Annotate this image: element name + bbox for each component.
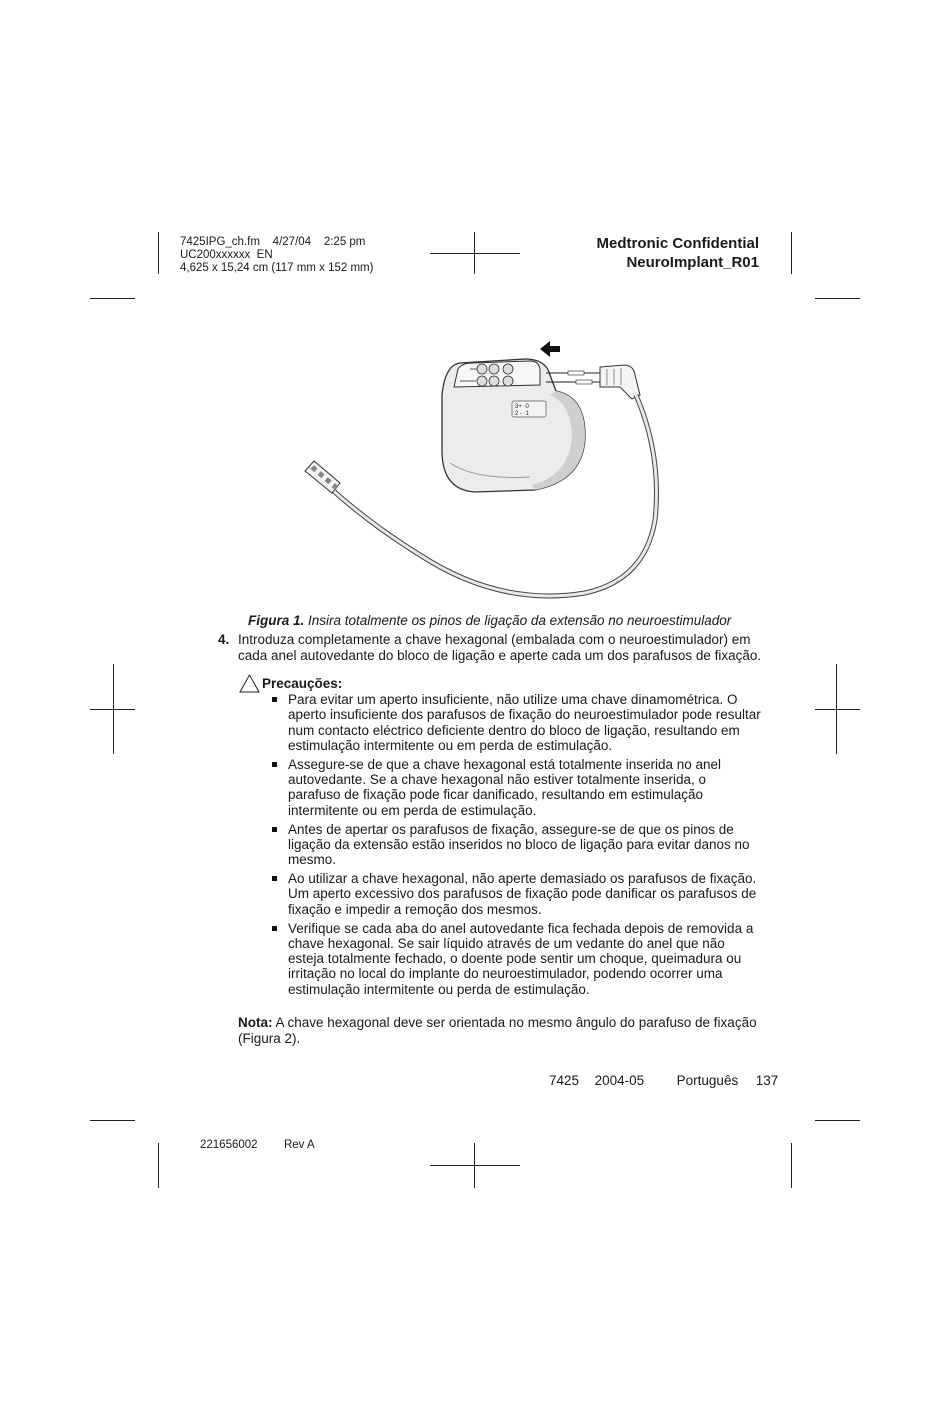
bullet-icon [272,762,277,767]
instruction-step [218,632,763,663]
crop-mark [90,1120,135,1121]
precaution-text: Para evitar um aperto insuficiente, não utilize uma chave dinamométrica. O aperto insuficiente dos parafusos de fixação do neuroestimulador pode resultar num contacto eléctrico deficiente dentro do bloco de ligação, resultando em estimulação intermitente ou em perda de estimulação. [288,692,761,753]
figure-caption-label: Figura 1. [248,613,305,628]
precautions-label: Precauções: [262,676,343,691]
note-label: Nota: [238,1015,273,1030]
note [238,1015,763,1046]
footer-model: 7425 [549,1073,580,1088]
implant-code: NeuroImplant_R01 [626,254,759,271]
crop-mark [791,1143,792,1188]
neurostimulator-figure [300,335,670,600]
document-number: 221656002 [200,1139,258,1151]
bullet-icon [272,697,277,702]
print-metadata [180,236,373,275]
crop-mark [815,709,860,710]
figure-caption-text: Insira totalmente os pinos de ligação da extensão no neuroestimulador [304,613,732,628]
page-footer [549,1073,778,1088]
crop-mark [430,1165,520,1166]
crop-mark [158,232,159,274]
list-item [270,692,762,753]
figure-caption [248,613,731,628]
neurostimulator-illustration [300,335,670,600]
device-label-bottom: 2 - ·1 [515,411,530,417]
step-text: Introduza completamente a chave hexagonal (embalada com o neuroestimulador) em cada anel autovedante do bloco de ligação e aperte cada um dos parafusos de fixação. [238,632,762,663]
precaution-text: Antes de apertar os parafusos de fixação, assegure-se de que os pinos de ligação da extensão estão inseridos no bloco de ligação para evitar danos no mesmo. [288,821,750,868]
document-revision: Rev A [283,1139,315,1151]
note-text: A chave hexagonal deve ser orientada no mesmo ângulo do parafuso de fixação (Figura 2). [238,1015,761,1046]
precautions-heading [239,674,342,693]
footer-date: 2004-05 [594,1073,645,1088]
list-item [270,822,762,868]
page-size-info: 4,625 x 15,24 cm (117 mm x 152 mm) [180,262,374,274]
confidential-header [597,234,760,272]
crop-mark [90,709,135,710]
precaution-text: Ao utilizar a chave hexagonal, não aperte demasiado os parafusos de fixação. Um aperto excessivo dos parafusos de fixação pode danificar os parafusos de fixação e impedir a remoção dos mesmos. [288,871,757,917]
crop-mark [815,298,860,299]
uc-info: UC200xxxxxx EN [180,249,273,261]
bullet-icon [272,876,277,881]
page-number: 137 [755,1073,779,1088]
precaution-text: Assegure-se de que a chave hexagonal está totalmente inserida no anel autovedante. Se a chave hexagonal não estiver totalmente inserida, o parafuso de fixação pode ficar danificado, resultando em estimulação intermitente ou em perda de estimulação. [288,756,722,818]
bullet-icon [272,926,277,931]
confidential-label: Medtronic Confidential [596,235,759,252]
insert-arrow-icon [540,341,560,357]
device-label-top: 3+ ·0 [515,404,529,410]
crop-mark [815,1120,860,1121]
warning-triangle-icon [239,674,260,693]
step-number: 4. [218,632,230,647]
crop-mark [90,298,135,299]
document-id [200,1139,315,1151]
crop-mark [791,232,792,274]
precaution-text: Verifique se cada aba do anel autovedante fica fechada depois de removida a chave hexagonal. Se sair líquido através de um vedante do anel que não esteja totalmente fechado, o doente pode sentir um choque, queimadura ou irritação no local do implante do neuroestimulador, podendo ocorrer uma estimulação intermitente ou perda de estimulação. [288,920,754,997]
list-item [270,921,762,997]
list-item [270,871,762,917]
precautions-list [270,692,762,1001]
crop-mark [158,1143,159,1188]
footer-language: Português [676,1073,739,1088]
list-item [270,757,762,818]
crop-mark [430,253,520,254]
bullet-icon [272,827,277,832]
file-info: 7425IPG_ch.fm 4/27/04 2:25 pm [180,236,366,248]
